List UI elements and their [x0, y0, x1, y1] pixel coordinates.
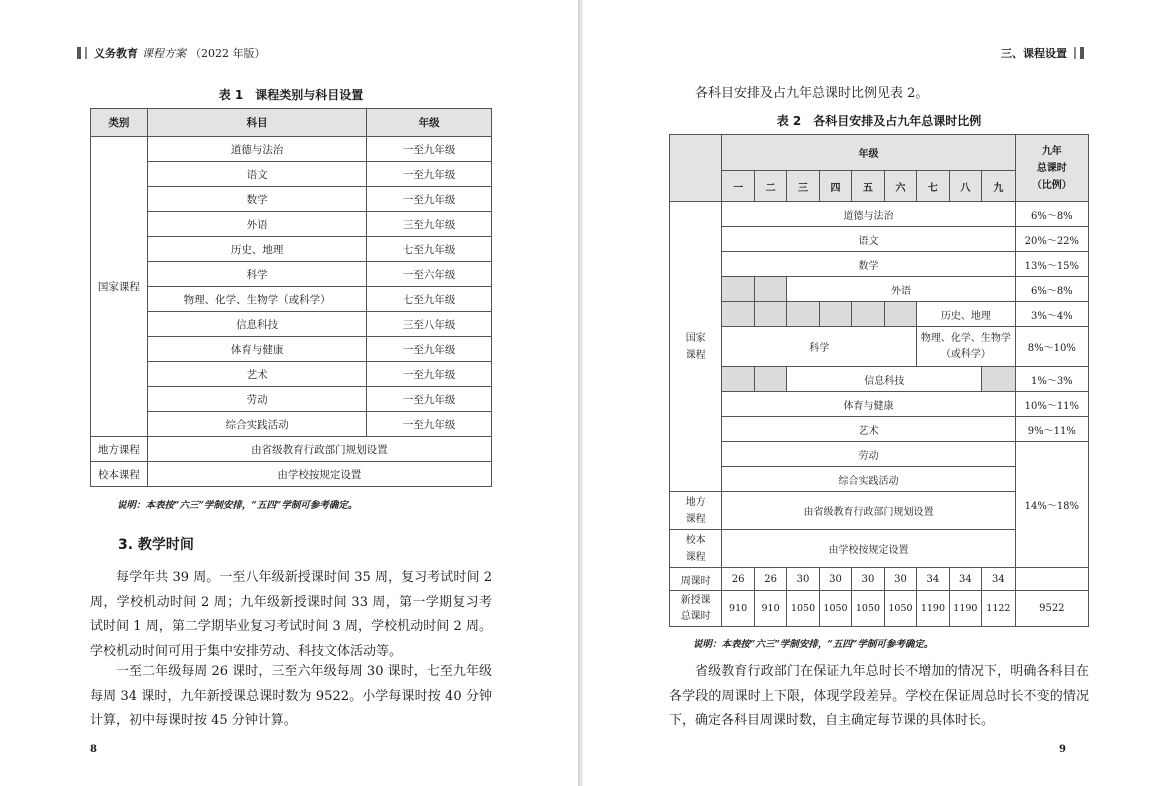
table2-caption: 表 2 各科目安排及占九年总课时比例 — [776, 114, 982, 128]
pct-art: 9%～11% — [1015, 417, 1088, 442]
header-title: 义务教育 — [94, 47, 138, 60]
subject-history: 历史、地理 — [917, 302, 1015, 327]
category-school: 校本课程 — [91, 462, 148, 487]
empty-cell — [754, 277, 786, 302]
grade-cell: 一至九年级 — [367, 387, 492, 412]
weekly-hours-cell: 30 — [852, 568, 884, 591]
header-subtitle: 课程方案 — [142, 47, 186, 60]
total-hours-cell: 1190 — [949, 591, 981, 627]
table1-header: 科目 — [147, 109, 366, 137]
empty-cell — [754, 302, 786, 327]
grade-column-header: 二 — [754, 171, 786, 202]
subject-practice: 综合实践活动 — [722, 467, 1015, 492]
weekly-hours-cell: 26 — [722, 568, 754, 591]
empty-cell — [982, 367, 1016, 392]
pct-ethics: 6%～8% — [1015, 202, 1088, 227]
total-hours-cell: 1050 — [819, 591, 851, 627]
header-bar-icon — [85, 47, 87, 59]
header-bar-icon — [1074, 47, 1076, 59]
total-hours-cell: 1122 — [982, 591, 1016, 627]
subject-physics: 物理、化学、生物学（或科学） — [917, 327, 1015, 367]
national-label-line: 国家 — [685, 332, 706, 344]
subject-cell: 道德与法治 — [147, 137, 366, 162]
total-header — [1015, 135, 1088, 202]
subject-cell: 艺术 — [147, 362, 366, 387]
header-bar-icon — [1080, 47, 1084, 59]
subject-science: 科学 — [722, 327, 917, 367]
grade-column-header: 七 — [917, 171, 949, 202]
school-label-line: 课程 — [685, 551, 706, 563]
empty-cell — [722, 277, 754, 302]
section-title: 3. 教学时间 — [118, 537, 194, 553]
subject-labor: 劳动 — [722, 442, 1015, 467]
pct-history: 3%～4% — [1015, 302, 1088, 327]
page-number: 8 — [90, 744, 97, 755]
subject-cell: 外语 — [147, 212, 366, 237]
national-course-label — [670, 202, 722, 492]
empty-cell — [754, 367, 786, 392]
pct-math: 13%～15% — [1015, 252, 1088, 277]
total-hours-cell: 1050 — [852, 591, 884, 627]
subject-ethics: 道德与法治 — [722, 202, 1015, 227]
subject-cell: 物理、化学、生物学（或科学） — [147, 287, 366, 312]
local-text: 由省级教育行政部门规划设置 — [147, 437, 491, 462]
page-number: 9 — [1059, 744, 1066, 755]
table1-header: 类别 — [91, 109, 148, 137]
weekly-hours-cell: 30 — [787, 568, 819, 591]
paragraph: 一至二年级每周 26 课时，三至六年级每周 30 课时，七至九年级每周 34 课时，九年新授课总课时数为 9522。小学每课时按 40 分钟计算，初中每课时按 45 分钟计算。 — [90, 664, 492, 728]
grade-column-header: 九 — [982, 171, 1016, 202]
pct-combined: 14%～18% — [1015, 442, 1088, 568]
grade-cell: 三至九年级 — [367, 212, 492, 237]
pct-pe: 10%～11% — [1015, 392, 1088, 417]
grade-cell: 七至九年级 — [367, 287, 492, 312]
school-label-line: 校本 — [685, 534, 706, 546]
grade-cell: 一至九年级 — [367, 162, 492, 187]
paragraph: 每学年共 39 周。一至八年级新授课时间 35 周，复习考试时间 2 周，学校机动时间 2 周；九年级新授课时间 33 周，第一学期复习考试时间 1 周，第二学期毕业复习考试时间 3 周，学校机动时间 2 周。学校机动时间可用于集中安排劳动、科技文体活动等。 — [90, 570, 492, 659]
weekly-hours-cell: 34 — [917, 568, 949, 591]
empty-cell — [819, 302, 851, 327]
local-label-line: 课程 — [685, 513, 706, 525]
table2 — [669, 134, 1089, 627]
weekly-hours-cell: 26 — [754, 568, 786, 591]
total-header-line: 总课时 — [1036, 162, 1067, 174]
empty-cell — [852, 302, 884, 327]
table2-note: 说明：本表按“六三”学制安排，“五四”学制可参考确定。 — [693, 639, 934, 650]
local-course-text: 由省级教育行政部门规划设置 — [722, 492, 1015, 530]
subject-chinese: 语文 — [722, 227, 1015, 252]
header-edition: （2022 年版） — [190, 47, 266, 60]
subject-cell: 语文 — [147, 162, 366, 187]
local-course-label — [670, 492, 722, 530]
grade-column-header: 一 — [722, 171, 754, 202]
subject-it: 信息科技 — [787, 367, 982, 392]
subject-foreign: 外语 — [787, 277, 1015, 302]
subject-art: 艺术 — [722, 417, 1015, 442]
grade-cell: 一至九年级 — [367, 337, 492, 362]
table1-header: 年级 — [367, 109, 492, 137]
subject-cell: 信息科技 — [147, 312, 366, 337]
empty-cell — [787, 302, 819, 327]
subject-cell: 劳动 — [147, 387, 366, 412]
grade-column-header: 八 — [949, 171, 981, 202]
total-hours-cell: 1050 — [787, 591, 819, 627]
subject-cell: 综合实践活动 — [147, 412, 366, 437]
empty-cell — [884, 302, 916, 327]
subject-pe: 体育与健康 — [722, 392, 1015, 417]
weekly-hours-cell: 34 — [982, 568, 1016, 591]
national-label-line: 课程 — [685, 349, 706, 361]
weekly-hours-cell: 30 — [819, 568, 851, 591]
total-header-line: （比例） — [1031, 179, 1072, 191]
left-running-header — [77, 45, 266, 61]
subject-cell: 数学 — [147, 187, 366, 212]
school-course-text: 由学校按规定设置 — [722, 530, 1015, 568]
grade-cell: 一至九年级 — [367, 137, 492, 162]
grade-column-header: 三 — [787, 171, 819, 202]
header-bar-icon — [77, 47, 81, 59]
grade-cell: 一至九年级 — [367, 187, 492, 212]
paragraph: 省级教育行政部门在保证九年总时长不增加的情况下，明确各科目在各学段的周课时上下限，体现学段差异。学校在保证周总时长不变的情况下，确定各科目周课时数，自主确定每节课的具体时长。 — [669, 664, 1089, 728]
total-hours-cell: 910 — [754, 591, 786, 627]
pct-science: 8%～10% — [1015, 327, 1088, 367]
total-label — [670, 591, 722, 627]
weekly-hours-cell: 30 — [884, 568, 916, 591]
category-national: 国家课程 — [91, 137, 148, 437]
subject-cell: 科学 — [147, 262, 366, 287]
grade-cell: 三至八年级 — [367, 312, 492, 337]
grade-cell: 一至六年级 — [367, 262, 492, 287]
pct-foreign: 6%～8% — [1015, 277, 1088, 302]
pct-chinese: 20%～22% — [1015, 227, 1088, 252]
school-course-label — [670, 530, 722, 568]
intro-text: 各科目安排及占九年总课时比例见表 2。 — [695, 86, 929, 101]
grade-column-header: 六 — [884, 171, 916, 202]
grade-column-header: 五 — [852, 171, 884, 202]
header-title: 三、课程设置 — [1001, 47, 1067, 60]
grade-cell: 一至九年级 — [367, 362, 492, 387]
grade-cell: 一至九年级 — [367, 412, 492, 437]
total-hours-cell: 1190 — [917, 591, 949, 627]
weekly-hours-cell: 34 — [949, 568, 981, 591]
subject-cell: 历史、地理 — [147, 237, 366, 262]
total-label-line: 新授课 — [680, 594, 711, 606]
table1-note: 说明：本表按“六三”学制安排，“五四”学制可参考确定。 — [117, 500, 358, 511]
table1 — [90, 108, 492, 487]
table2-corner-cell — [670, 135, 722, 202]
total-label-line: 总课时 — [680, 610, 711, 622]
total-hours-cell: 910 — [722, 591, 754, 627]
right-running-header — [1001, 45, 1084, 61]
pct-it: 1%～3% — [1015, 367, 1088, 392]
weekly-label: 周课时 — [670, 568, 722, 591]
total-hours-cell: 1050 — [884, 591, 916, 627]
local-label-line: 地方 — [685, 496, 706, 508]
table1-caption: 表 1 课程类别与科目设置 — [218, 88, 364, 102]
grade-cell: 七至九年级 — [367, 237, 492, 262]
right-page — [583, 0, 1156, 786]
empty-cell — [722, 302, 754, 327]
subject-math: 数学 — [722, 252, 1015, 277]
empty-cell — [1015, 568, 1088, 591]
category-local: 地方课程 — [91, 437, 148, 462]
empty-cell — [722, 367, 754, 392]
grade-header: 年级 — [722, 135, 1015, 171]
school-text: 由学校按规定设置 — [147, 462, 491, 487]
subject-cell: 体育与健康 — [147, 337, 366, 362]
grand-total-cell: 9522 — [1015, 591, 1088, 627]
grade-column-header: 四 — [819, 171, 851, 202]
total-header-line: 九年 — [1041, 145, 1062, 157]
